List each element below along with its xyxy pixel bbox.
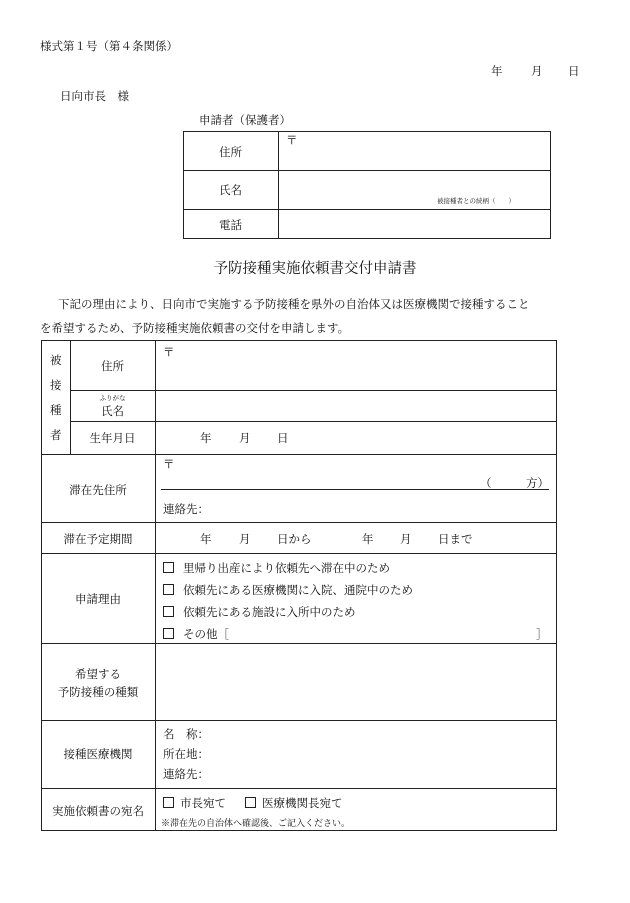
applicant-name-field[interactable] — [280, 173, 430, 203]
addressee-option-clinic[interactable]: 医療機関長宛て — [245, 795, 343, 811]
reason-label: 申請理由 — [75, 592, 121, 606]
stay-address-field[interactable] — [160, 467, 480, 487]
clinic-contact-label: 連絡先： — [163, 767, 209, 781]
period-start-day: 日から — [277, 532, 312, 546]
addressee-option-mayor[interactable]: 市長宛て — [163, 795, 226, 811]
recipient-label-3: 種 — [50, 403, 62, 417]
clinic-address-label: 所在地： — [163, 747, 209, 761]
recipient-label-4: 者 — [50, 428, 62, 442]
date-year-label: 年 — [491, 64, 503, 78]
period-end-year: 年 — [362, 532, 374, 546]
checkbox-icon[interactable] — [163, 562, 174, 573]
applicant-phone-field[interactable] — [280, 212, 548, 236]
vaccine-field[interactable] — [160, 648, 552, 716]
recipient-label-1: 被 — [50, 353, 62, 367]
reason-bracket-close: ］ — [536, 627, 548, 641]
period-start-month: 月 — [239, 532, 251, 546]
checkbox-icon[interactable] — [163, 584, 174, 595]
applicant-address-field[interactable] — [280, 150, 548, 168]
clinic-label: 接種医療機関 — [63, 747, 133, 761]
recipient-label-2: 接 — [50, 378, 62, 392]
recipient-address-field[interactable] — [160, 362, 552, 386]
addressee-label: 実施依頼書の宛名 — [52, 804, 144, 818]
stay-care-of: （ 方） — [480, 476, 549, 490]
relation-note: 被接種者との続柄（ ） — [437, 197, 515, 205]
recipient-postal-mark: 〒 — [163, 345, 175, 359]
checkbox-icon[interactable] — [245, 797, 256, 808]
birth-year-unit: 年 — [200, 431, 212, 445]
clinic-name-label: 名 称： — [163, 727, 209, 741]
applicant-name-label: 氏名 — [219, 183, 242, 197]
applicant-address-label: 住所 — [219, 145, 242, 159]
reason-option-2[interactable]: 依頼先にある医療機関に入院、通院中のため — [163, 582, 413, 598]
recipient-name-label: 氏名 — [101, 404, 124, 418]
addressee-note: ※滞在先の自治体へ確認後、ご記入ください。 — [161, 819, 351, 829]
applicant-phone-label: 電話 — [219, 218, 242, 232]
stay-postal-mark: 〒 — [163, 457, 175, 471]
period-start-year: 年 — [200, 532, 212, 546]
body-line-1: 下記の理由により、日向市で実施する予防接種を県外の自治体又は医療機関で接種すること — [58, 297, 530, 311]
vaccine-label-line-1: 希望する — [75, 667, 121, 681]
applicant-postal-mark: 〒 — [286, 133, 298, 147]
addressee: 日向市長 様 — [60, 89, 129, 103]
date-month-label: 月 — [531, 64, 543, 78]
birth-month-unit: 月 — [239, 431, 251, 445]
applicant-heading: 申請者（保護者） — [199, 113, 291, 127]
reason-other-field[interactable] — [240, 626, 530, 640]
recipient-name-field[interactable] — [160, 394, 552, 418]
reason-option-other[interactable]: その他［ — [163, 626, 229, 642]
furigana-label: ふりがな — [99, 394, 126, 402]
period-end-month: 月 — [400, 532, 412, 546]
form-number: 様式第１号（第４条関係） — [40, 39, 178, 53]
reason-option-1[interactable]: 里帰り出産により依頼先へ滞在中のため — [163, 560, 390, 576]
stay-address-label: 滞在先住所 — [69, 483, 127, 497]
birth-date-label: 生年月日 — [89, 431, 136, 445]
period-end-day: 日まで — [438, 532, 473, 546]
body-line-2: を希望するため、予防接種実施依頼書の交付を申請します。 — [40, 321, 350, 335]
date-day-label: 日 — [568, 64, 580, 78]
recipient-address-label: 住所 — [101, 359, 124, 373]
stay-contact-label: 連絡先： — [163, 502, 209, 516]
birth-day-unit: 日 — [277, 431, 289, 445]
vaccine-label-line-2: 予防接種の種類 — [57, 685, 139, 699]
checkbox-icon[interactable] — [163, 797, 174, 808]
reason-option-3[interactable]: 依頼先にある施設に入所中のため — [163, 604, 356, 620]
stay-period-label: 滞在予定期間 — [63, 532, 133, 546]
document-title: 予防接種実施依頼書交付申請書 — [213, 261, 417, 277]
checkbox-icon[interactable] — [163, 628, 174, 639]
checkbox-icon[interactable] — [163, 606, 174, 617]
